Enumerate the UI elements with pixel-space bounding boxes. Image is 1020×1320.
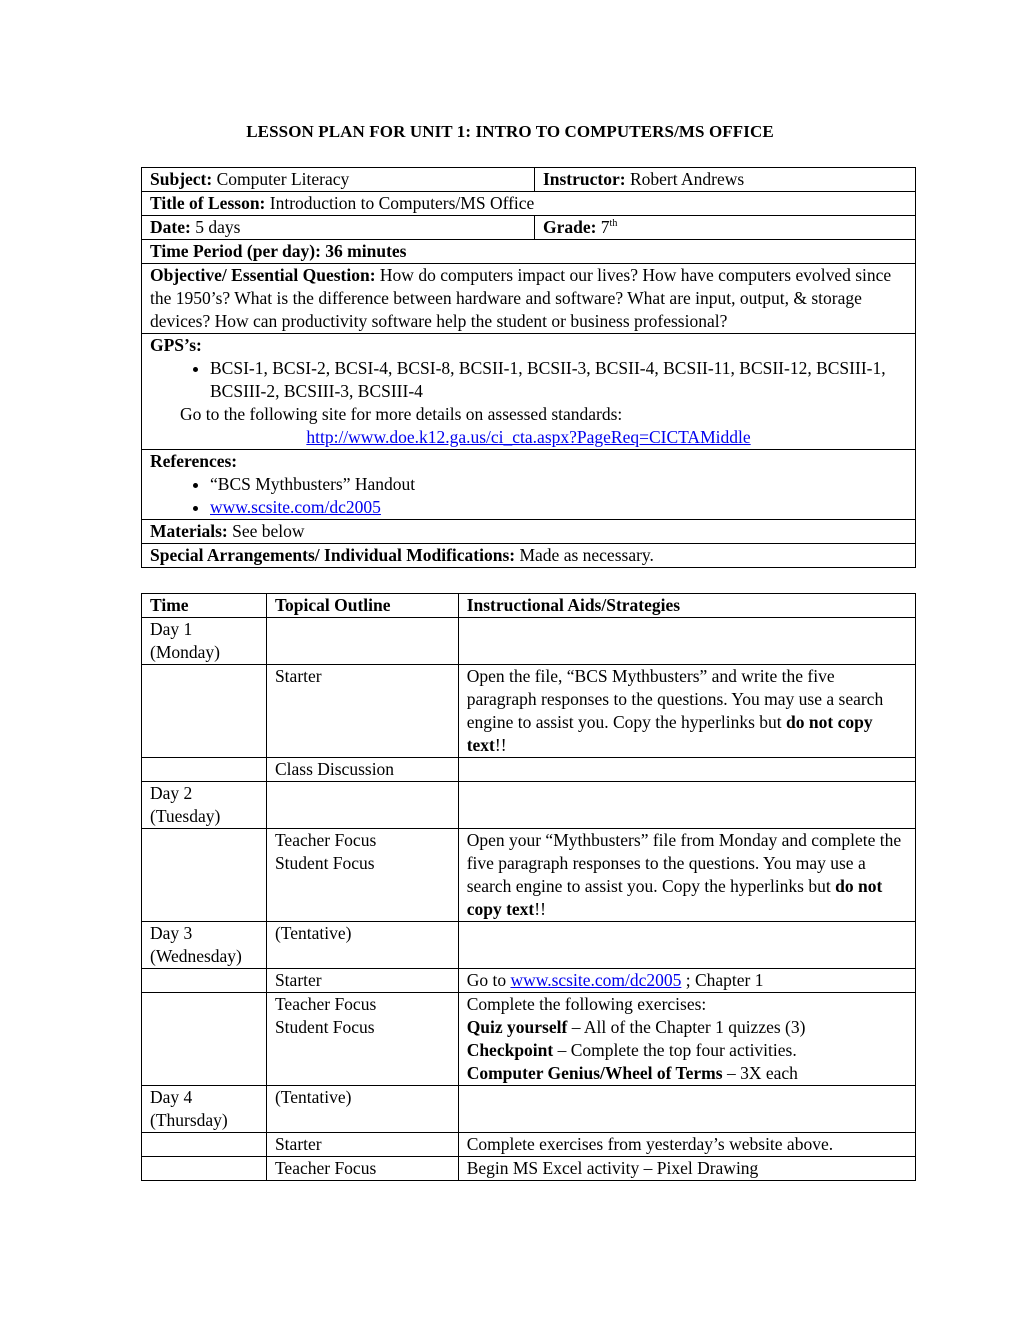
day2-bang: !! xyxy=(534,899,546,919)
checkpoint-label: Checkpoint xyxy=(466,1040,554,1060)
checkpoint-text: – Complete the top four activities. xyxy=(557,1040,797,1060)
day2-student-focus: Student Focus xyxy=(274,853,375,873)
day2-focus-row xyxy=(142,829,916,922)
computer-genius-text: – 3X each xyxy=(726,1063,798,1083)
day4-teacher-aids: Begin MS Excel activity – Pixel Drawing xyxy=(458,1157,915,1181)
day3-label: Day 3 xyxy=(150,923,193,943)
day1-starter-row xyxy=(142,665,916,758)
day1-name: (Monday) xyxy=(150,642,220,662)
grade-label: Grade: xyxy=(542,217,597,237)
day3-name: (Wednesday) xyxy=(150,946,242,966)
grade-value: 7 xyxy=(600,217,610,237)
day1-starter: Starter xyxy=(266,665,458,758)
gps-row xyxy=(142,334,916,450)
day4-starter-aids: Complete exercises from yesterday’s website above. xyxy=(458,1133,915,1157)
grade-suffix: th xyxy=(609,218,618,230)
col-time: Time xyxy=(150,595,189,615)
day3-exercises: Complete the following exercises: xyxy=(466,994,707,1014)
materials-row xyxy=(142,520,916,544)
col-instructional-aids: Instructional Aids/Strategies xyxy=(466,595,681,615)
quiz-yourself-label: Quiz yourself xyxy=(466,1017,568,1037)
quiz-yourself-text: – All of the Chapter 1 quizzes (3) xyxy=(571,1017,806,1037)
special-value: Made as necessary. xyxy=(519,545,654,565)
day1-row xyxy=(142,618,916,665)
day3-chapter: ; Chapter 1 xyxy=(685,970,764,990)
subject-label: Subject: xyxy=(150,169,213,189)
day2-row xyxy=(142,782,916,829)
day4-teacher-focus: Teacher Focus xyxy=(266,1157,458,1181)
day1-bang: !! xyxy=(494,735,507,755)
lesson-header-table xyxy=(141,167,916,568)
page-title: LESSON PLAN FOR UNIT 1: INTRO TO COMPUTERS/MS OFFICE xyxy=(246,122,774,141)
schedule-header-row xyxy=(142,594,916,618)
day3-row xyxy=(142,922,916,969)
special-label: Special Arrangements/ Individual Modifications: xyxy=(150,545,516,565)
day3-teacher-focus: Teacher Focus xyxy=(274,994,377,1014)
lesson-title-row xyxy=(142,192,916,216)
day3-site-link[interactable]: www.scsite.com/dc2005 xyxy=(510,970,682,990)
day3-focus-row xyxy=(142,993,916,1086)
reference-handout: • “BCS Mythbusters” Handout xyxy=(210,473,907,496)
date-label: Date: xyxy=(150,217,191,237)
day3-go-to: Go to xyxy=(466,970,507,990)
gps-note: Go to the following site for more details on assessed standards: xyxy=(180,404,623,424)
day2-name: (Tuesday) xyxy=(150,806,221,826)
day4-starter-row xyxy=(142,1133,916,1157)
lesson-title-value: Introduction to Computers/MS Office xyxy=(269,193,535,213)
day4-tentative: (Tentative) xyxy=(266,1086,458,1133)
computer-genius-label: Computer Genius/Wheel of Terms xyxy=(466,1063,723,1083)
day4-teacher-row xyxy=(142,1157,916,1181)
reference-link[interactable]: www.scsite.com/dc2005 xyxy=(210,497,381,517)
lesson-title-label: Title of Lesson: xyxy=(150,193,266,213)
materials-label: Materials: xyxy=(150,521,228,541)
date-value: 5 days xyxy=(195,217,241,237)
objective-label: Objective/ Essential Question: xyxy=(150,265,376,285)
day2-label: Day 2 xyxy=(150,783,193,803)
day3-starter-row xyxy=(142,969,916,993)
references-row xyxy=(142,450,916,520)
day1-no-copy: do not copy text xyxy=(466,712,873,755)
day3-starter: Starter xyxy=(266,969,458,993)
day4-starter: Starter xyxy=(266,1133,458,1157)
instructor-label: Instructor: xyxy=(542,169,626,189)
col-topical-outline: Topical Outline xyxy=(274,595,391,615)
day1-discussion-row xyxy=(142,758,916,782)
instructor-value: Robert Andrews xyxy=(629,169,745,189)
time-period-row xyxy=(142,240,916,264)
day2-no-copy: do not copy text xyxy=(466,876,883,919)
schedule-table xyxy=(141,593,916,1181)
gps-standards-list: • BCSI-1, BCSI-2, BCSI-4, BCSI-8, BCSII-1, BCSII-3, BCSII-4, BCSII-11, BCSII-12, BCSIII-1, BCSIII-2, BCSIII-3, BCSIII-4 xyxy=(210,357,907,403)
subject-row xyxy=(142,168,916,192)
references-label: References: xyxy=(150,451,238,471)
standards-link[interactable]: http://www.doe.k12.ga.us/ci_cta.aspx?PageReq=CICTAMiddle xyxy=(306,427,751,447)
special-arrangements-row xyxy=(142,544,916,568)
day2-teacher-focus: Teacher Focus xyxy=(274,830,377,850)
day1-class-discussion: Class Discussion xyxy=(266,758,458,782)
objective-row xyxy=(142,264,916,334)
day4-row xyxy=(142,1086,916,1133)
time-period: Time Period (per day): 36 minutes xyxy=(150,241,407,261)
objective-text: How do computers impact our lives? How have computers evolved since the 1950’s? What is the difference between hardware and software? What are input, output, & storage devices? How can productivity software help the student or business professional? xyxy=(150,265,892,331)
date-row xyxy=(142,216,916,240)
day3-student-focus: Student Focus xyxy=(274,1017,375,1037)
gps-label: GPS’s: xyxy=(150,335,202,355)
day1-label: Day 1 xyxy=(150,619,193,639)
day1-starter-aids: Open the file, “BCS Mythbusters” and write the five paragraph responses to the questions. You may use a search engine to assist you. Copy the hyperlinks but xyxy=(466,666,884,732)
day4-name: (Thursday) xyxy=(150,1110,228,1130)
day3-tentative: (Tentative) xyxy=(266,922,458,969)
day4-label: Day 4 xyxy=(150,1087,193,1107)
day2-aids: Open your “Mythbusters” file from Monday and complete the five paragraph responses to the questions. You may use a search engine to assist you. Copy the hyperlinks but xyxy=(466,830,902,896)
subject-value: Computer Literacy xyxy=(216,169,350,189)
materials-value: See below xyxy=(232,521,305,541)
